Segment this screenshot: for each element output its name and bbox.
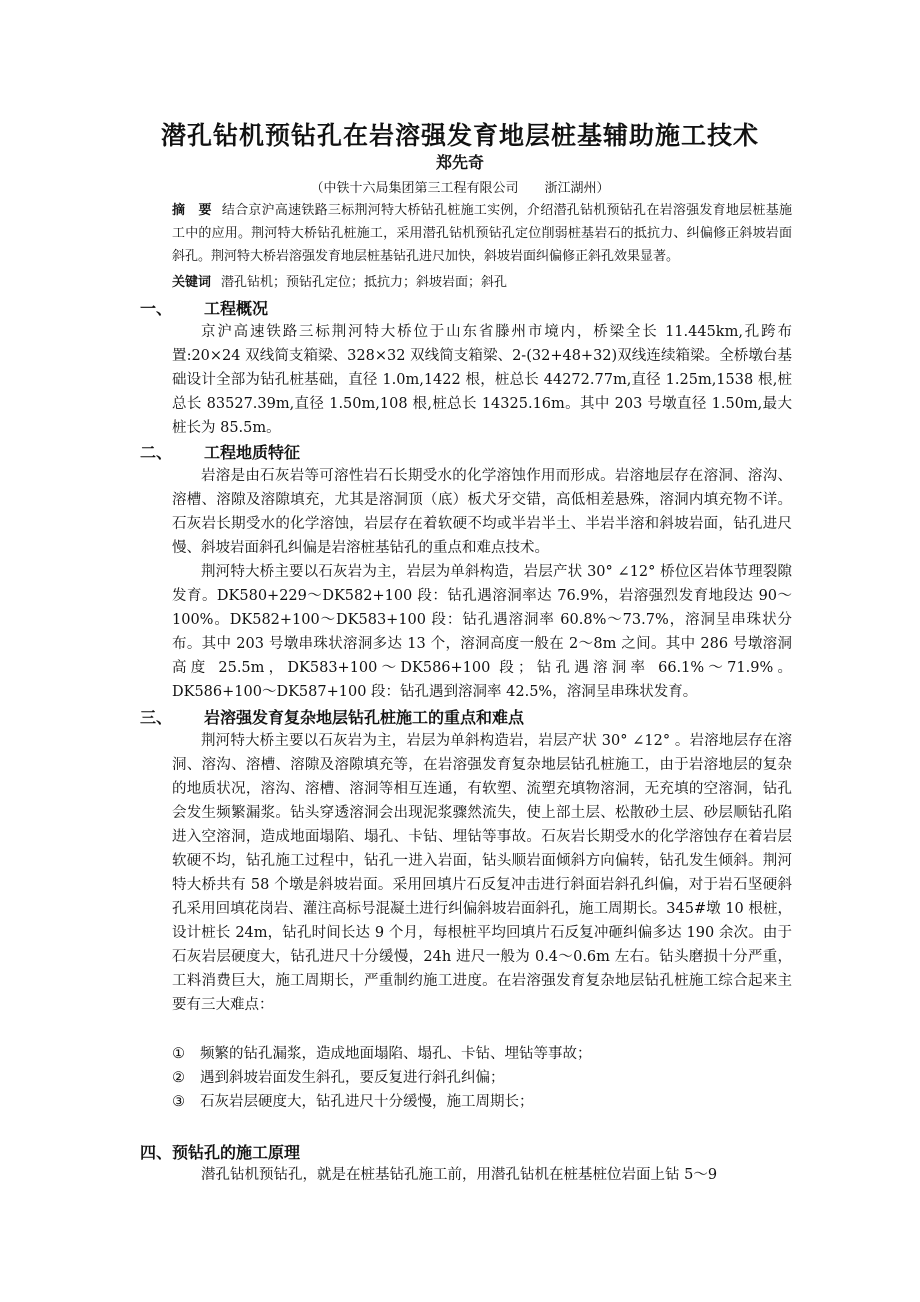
- paragraph: 荆河特大桥主要以石灰岩为主，岩层为单斜构造，岩层产状 30° ∠12° 桥位区岩体节理裂隙发育。DK580+229～DK582+100 段：钻孔遇溶洞率达 76.9%，岩溶强烈发育地段达 90～100%。DK582+100～DK583+100 段：钻孔遇溶洞率 60.8%～73.7%，溶洞呈串珠状分布。其中 203 号墩串珠状溶洞多达 13 个，溶洞高度一般在 2～8m 之间。其中 286 号墩溶洞高度 25.5m，DK583+100～DK586+100 段；钻孔遇溶洞率 66.1%～71.9%。DK586+100～DK587+100 段：钻孔遇到溶洞率 42.5%，溶洞呈串珠状发育。: [172, 564, 792, 700]
- keywords-text: 潜孔钻机；预钻孔定位；抵抗力；斜坡岩面；斜孔: [221, 275, 508, 290]
- section-heading-4: [140, 1140, 300, 1163]
- paragraph: 岩溶是由石灰岩等可溶性岩石长期受水的化学溶蚀作用而形成。岩溶地层存在溶洞、溶沟、溶槽、溶隙及溶隙填充，尤其是溶洞顶（底）板犬牙交错，高低相差悬殊，溶洞内填充物不详。石灰岩长期受水的化学溶蚀，岩层存在着软硬不均或半岩半土、半岩半溶和斜坡岩面，钻孔进尺慢、斜坡岩面斜孔纠偏是岩溶桩基钻孔的重点和难点技术。: [172, 468, 792, 556]
- section-number: 三、: [140, 708, 173, 727]
- keywords-block: [172, 271, 792, 294]
- paragraph: 潜孔钻机预钻孔，就是在桩基钻孔施工前，用潜孔钻机在桩基桩位岩面上钻 5～9: [201, 1167, 718, 1183]
- abstract-block: [172, 199, 792, 268]
- paragraph: 京沪高速铁路三标荆河特大桥位于山东省滕州市境内，桥梁全长 11.445km,孔跨布置:20×24 双线简支箱梁、328×32 双线简支箱梁、2-(32+48+32)双线连续箱梁。全桥墩台基础设计全部为钻孔桩基础，直径 1.0m,1422 根，桩总长 44272.77m,直径 1.25m,1538 根,桩总长 83527.39m,直径 1.50m,108 根,桩总长 14325.16m。其中 203 号墩直径 1.50m,最大桩长为 85.5m。: [172, 324, 792, 436]
- list-item-text: 遇到斜坡岩面发生斜孔，要反复进行斜孔纠偏；: [200, 1070, 505, 1086]
- list-item: [172, 1090, 792, 1114]
- list-marker: ①: [172, 1046, 185, 1062]
- paragraph: 荆河特大桥主要以石灰岩为主，岩层为单斜构造岩，岩层产状 30° ∠12° 。岩溶地层存在溶洞、溶沟、溶槽、溶隙及溶隙填充等，在岩溶强发育复杂地层钻孔桩施工，由于岩溶地层的复杂的地质状况，溶沟、溶槽、溶洞等相互连通，有软塑、流塑充填物溶洞，无充填的空溶洞，钻孔会发生频繁漏浆。钻头穿透溶洞会出现泥浆骤然流失，使上部土层、松散砂土层、砂层顺钻孔陷进入空溶洞，造成地面塌陷、塌孔、卡钻、埋钻等事故。石灰岩长期受水的化学溶蚀存在着岩层软硬不均，钻孔施工过程中，钻孔一进入岩面，钻头顺岩面倾斜方向偏转，钻孔发生倾斜。荆河特大桥共有 58 个墩是斜坡岩面。采用回填片石反复冲击进行斜面岩斜孔纠偏，对于岩石坚硬斜孔采用回填花岗岩、灌注高标号混凝土进行纠偏斜坡岩面斜孔，施工周期长。345#墩 10 根桩，设计桩长 24m，钻孔时间长达 9 个月，每根桩平均回填片石反复冲砸纠偏多达 190 余次。由于石灰岩层硬度大，钻孔进尺十分缓慢，24h 进尺一般为 0.4～0.6m 左右。钻头磨损十分严重，工料消费巨大，施工周期长，严重制约施工进度。在岩溶强发育复杂地层钻孔桩施工综合起来主要有三大难点：: [172, 733, 792, 1013]
- section-heading-1: [140, 296, 268, 319]
- list-marker: ③: [172, 1094, 185, 1110]
- section-title: 预钻孔的施工原理: [172, 1143, 301, 1162]
- abstract-label: 摘 要: [172, 203, 212, 218]
- list-item-text: 石灰岩层硬度大，钻孔进尺十分缓慢，施工周期长；: [200, 1094, 534, 1110]
- list-item: [172, 1042, 792, 1066]
- section-title: 工程概况: [204, 299, 269, 318]
- section-number: 一、: [140, 299, 173, 318]
- list-marker: ②: [172, 1070, 185, 1086]
- document-title: 潜孔钻机预钻孔在岩溶强发育地层桩基辅助施工技术: [160, 121, 759, 150]
- author-name: 郑先奇: [435, 153, 484, 172]
- abstract-text: 结合京沪高速铁路三标荆河特大桥钻孔桩施工实例，介绍潜孔钻机预钻孔在岩溶强发育地层桩基施工中的应用。荆河特大桥钻孔桩施工，采用潜孔钻机预钻孔定位削弱桩基岩石的抵抗力、纠偏修正斜坡岩面斜孔。荆河特大桥岩溶强发育地层桩基钻孔进尺加快，斜坡岩面纠偏修正斜孔效果显著。: [172, 203, 792, 264]
- section-heading-2: [140, 440, 300, 463]
- section-number: 四、: [140, 1143, 173, 1162]
- section-heading-3: [140, 705, 524, 728]
- section-title: 工程地质特征: [204, 443, 301, 462]
- list-item-text: 频繁的钻孔漏浆，造成地面塌陷、塌孔、卡钻、埋钻等事故；: [200, 1046, 592, 1062]
- section-title: 岩溶强发育复杂地层钻孔桩施工的重点和难点: [204, 708, 525, 727]
- section-number: 二、: [140, 443, 173, 462]
- author-affiliation: （中铁十六局集团第三工程有限公司 浙江湖州）: [310, 181, 610, 196]
- list-item: [172, 1066, 792, 1090]
- keywords-label: 关键词: [172, 275, 212, 290]
